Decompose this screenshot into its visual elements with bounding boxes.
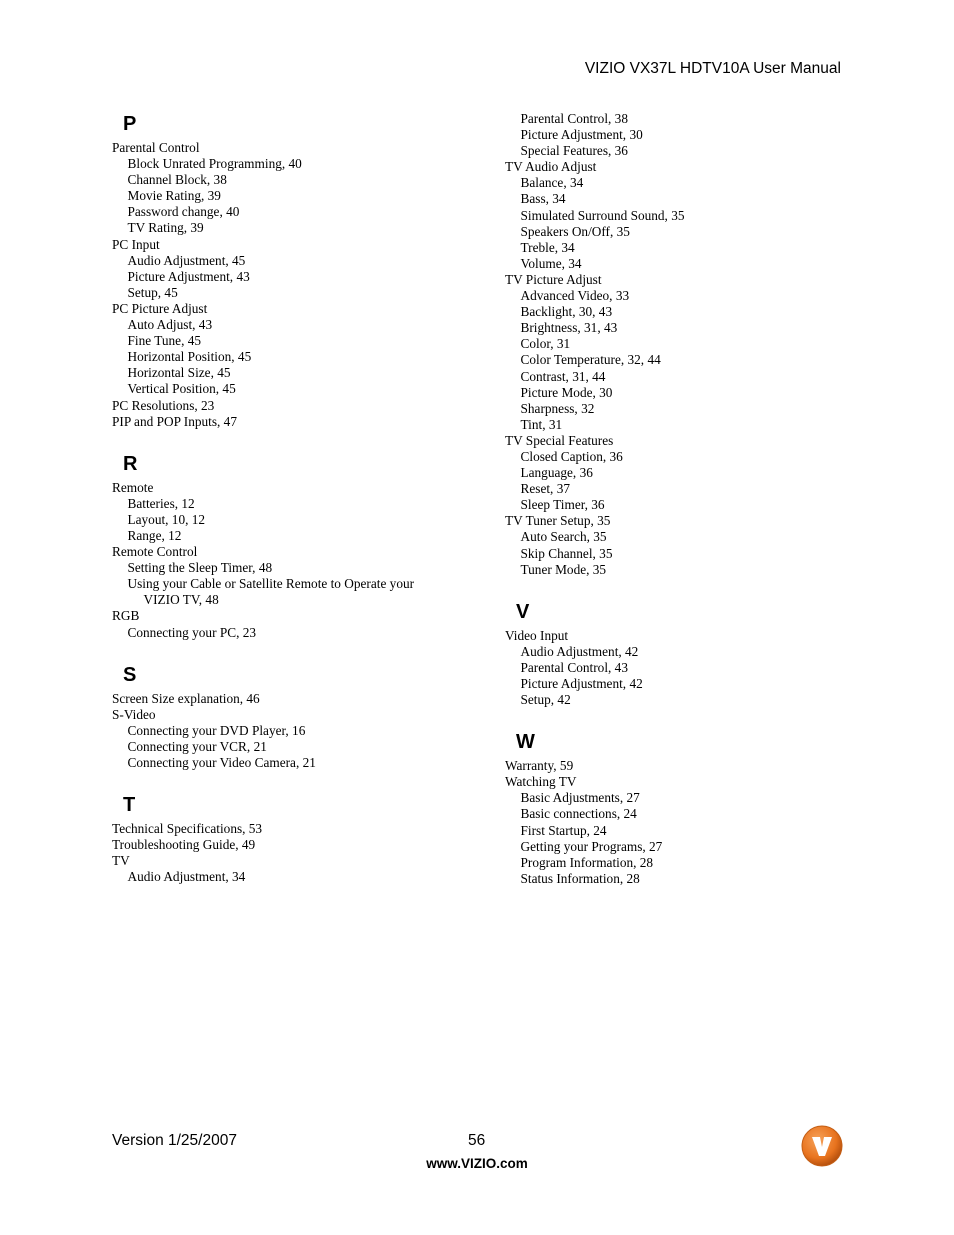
index-subentry: Contrast, 31, 44 (520, 368, 606, 384)
index-subentry: Tuner Mode, 35 (520, 561, 607, 577)
manual-title: VIZIO VX37L HDTV10A User Manual (584, 60, 841, 77)
index-entry: TV Special Features (505, 432, 614, 448)
index-entry: RGB (112, 608, 140, 624)
index-section (112, 659, 452, 771)
index-subentry: Layout, 10, 12 (127, 511, 206, 527)
index-entry: Video Input (505, 627, 569, 643)
index-subentry: Volume, 34 (520, 255, 582, 271)
index-entry: Parental Control (112, 140, 200, 155)
index-subentry: Audio Adjustment, 42 (520, 643, 639, 659)
index-entry: TV Audio Adjust (505, 159, 597, 175)
page-number: 56 (468, 1132, 486, 1149)
index-subentry: Picture Adjustment, 43 (127, 268, 250, 284)
index-subentry: Sleep Timer, 36 (520, 497, 605, 513)
index-subentry: Program Information, 28 (520, 854, 654, 870)
index-subentry: Reset, 37 (520, 481, 570, 497)
index-section (505, 726, 845, 887)
section-letter-heading: T (123, 794, 136, 817)
section-letter-heading: W (516, 731, 535, 754)
index-subentry: Fine Tune, 45 (127, 333, 202, 349)
index-subentry: Movie Rating, 39 (127, 188, 221, 204)
index-subentry: Setting the Sleep Timer, 48 (127, 560, 273, 576)
index-subentry: Connecting your PC, 23 (127, 624, 257, 640)
index-subentry: Parental Control, 38 (520, 111, 628, 126)
index-subentry: Connecting your Video Camera, 21 (127, 755, 316, 770)
index-entry: Remote Control (112, 544, 198, 560)
index-column-right (505, 111, 845, 905)
index-subentry: Block Unrated Programming, 40 (127, 156, 302, 172)
index-subentry: Advanced Video, 33 (520, 288, 630, 304)
index-entry: TV Tuner Setup, 35 (505, 513, 611, 529)
index-subentry: Color, 31 (520, 336, 571, 352)
vizio-logo-icon (801, 1125, 843, 1167)
index-subentry: Tint, 31 (520, 416, 563, 432)
index-subentry: Status Information, 28 (520, 870, 640, 886)
index-entry: PIP and POP Inputs, 47 (112, 413, 237, 429)
section-letter-heading: P (123, 113, 137, 135)
index-subentry: Basic Adjustments, 27 (520, 790, 640, 806)
index-subentry: Speakers On/Off, 35 (520, 223, 630, 239)
section-letter-heading: R (123, 452, 138, 475)
index-subentry: Vertical Position, 45 (127, 381, 236, 397)
index-subentry: Closed Caption, 36 (520, 448, 623, 464)
index-subentry: Setup, 45 (127, 284, 178, 300)
index-section (112, 108, 452, 430)
index-subentry: Horizontal Position, 45 (127, 349, 252, 365)
section-letter-heading: S (123, 663, 137, 686)
index-entry: Technical Specifications, 53 (112, 821, 263, 837)
index-entry: Troubleshooting Guide, 49 (112, 837, 256, 853)
index-subentry: Picture Adjustment, 30 (520, 127, 643, 143)
version-label: Version 1/25/2007 (112, 1132, 237, 1149)
index-entry: Screen Size explanation, 46 (112, 690, 260, 706)
index-subentry: Brightness, 31, 43 (520, 320, 618, 336)
section-letter-heading: V (516, 600, 530, 623)
index-subentry: Language, 36 (520, 465, 593, 481)
index-subentry: Auto Adjust, 43 (127, 317, 213, 333)
index-subentry: Backlight, 30, 43 (520, 304, 613, 320)
index-subentry: Bass, 34 (520, 191, 566, 207)
index-subentry: Auto Search, 35 (520, 529, 607, 545)
index-entry: S-Video (112, 706, 156, 722)
index-column-left (112, 108, 452, 903)
index-subentry: Picture Mode, 30 (520, 384, 613, 400)
index-subentry: Parental Control, 43 (520, 659, 628, 675)
index-entry: TV Picture Adjust (505, 271, 602, 287)
index-subentry: Sharpness, 32 (520, 400, 595, 416)
index-subentry: Audio Adjustment, 45 (127, 252, 246, 268)
website-url: www.VIZIO.com (426, 1156, 528, 1171)
index-subentry: Audio Adjustment, 34 (127, 869, 246, 885)
index-subentry: Color Temperature, 32, 44 (520, 352, 661, 368)
index-subentry: Simulated Surround Sound, 35 (520, 207, 685, 223)
index-entry: Warranty, 59 (505, 758, 574, 774)
index-section (112, 789, 452, 885)
index-subentry: TV Rating, 39 (127, 220, 204, 236)
index-entry: PC Resolutions, 23 (112, 397, 215, 413)
index-subentry: Setup, 42 (520, 692, 571, 708)
index-entry: PC Picture Adjust (112, 300, 208, 316)
index-section (505, 111, 845, 578)
index-subentry: Connecting your VCR, 21 (127, 738, 267, 754)
index-subentry: Balance, 34 (520, 175, 584, 191)
index-subentry: Connecting your DVD Player, 16 (127, 722, 306, 738)
index-subentry: Getting your Programs, 27 (520, 838, 663, 854)
index-subentry: Horizontal Size, 45 (127, 365, 231, 381)
index-subentry: Picture Adjustment, 42 (520, 676, 643, 691)
index-entry: PC Input (112, 236, 160, 252)
index-subentry: First Startup, 24 (520, 822, 607, 838)
index-entry: Remote (112, 479, 154, 495)
index-subentry: Special Features, 36 (520, 143, 628, 159)
index-subentry: Batteries, 12 (127, 495, 195, 511)
index-entry: Watching TV (505, 774, 577, 790)
index-entry: TV (112, 853, 130, 869)
index-subentry: Password change, 40 (127, 204, 240, 220)
index-subentry: Treble, 34 (520, 239, 575, 255)
index-section (505, 596, 845, 708)
index-subentry: Using your Cable or Satellite Remote to Operate your VIZIO TV, 48 (127, 576, 415, 608)
index-subentry: Basic connections, 24 (520, 806, 637, 822)
index-subentry: Range, 12 (127, 527, 182, 543)
index-subentry: Channel Block, 38 (127, 172, 227, 188)
index-subentry: Skip Channel, 35 (520, 545, 613, 561)
index-section (112, 448, 452, 641)
